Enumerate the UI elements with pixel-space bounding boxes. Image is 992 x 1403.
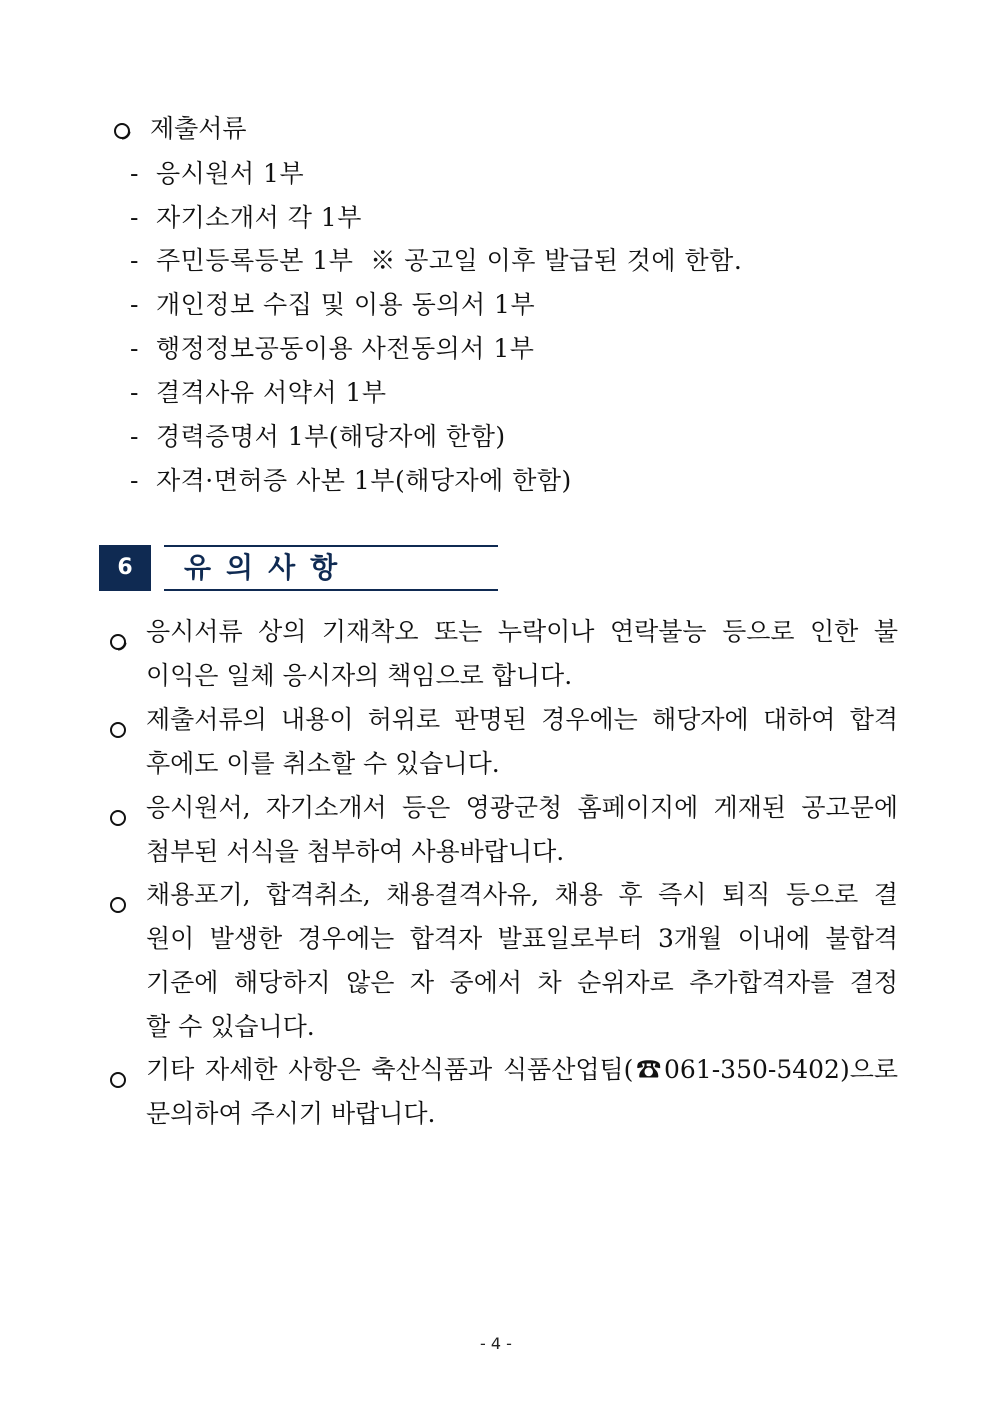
- submission-item: - 자기소개서 각 1부: [130, 203, 362, 232]
- submission-item: - 자격·면허증 사본 1부(해당자에 한함): [130, 466, 572, 495]
- hollow-circle-bullet-icon: [108, 798, 128, 842]
- submission-item: - 결격사유 서약서 1부: [130, 378, 387, 407]
- shadow-circle-bullet-icon: [108, 622, 128, 666]
- shadow-circle-bullet-icon: [112, 112, 130, 146]
- section-header: [164, 545, 498, 591]
- hollow-circle-bullet-icon: [108, 1060, 128, 1104]
- submission-item: - 응시원서 1부: [130, 159, 305, 188]
- note-item: 채용포기, 합격취소, 채용결격사유, 채용 후 즉시 퇴직 등으로 결 원이 발생한 경우에는 합격자 발표일로부터 3개월 이내에 불합격 기준에 해당하지 않은 자 중에서 차 순위자로 추가합격자를 결정 할 수 있습니다.: [108, 873, 898, 1049]
- note-item: 응시서류 상의 기재착오 또는 누락이나 연락불능 등으로 인한 불 이익은 일체 응시자의 책임으로 합니다.: [108, 610, 898, 698]
- note-item: 응시원서, 자기소개서 등은 영광군청 홈페이지에 게재된 공고문에 첨부된 서식을 첨부하여 사용바랍니다.: [108, 786, 898, 874]
- submission-item: - 개인정보 수집 및 이용 동의서 1부: [130, 290, 536, 319]
- section-number-badge: 6: [99, 545, 151, 591]
- note-item: 기타 자세한 사항은 축산식품과 식품산업팀(☎061-350-5402)으로 문의하여 주시기 바랍니다.: [108, 1048, 898, 1136]
- submission-heading: [112, 112, 247, 146]
- section-title: 유의사항: [184, 551, 353, 584]
- submission-item: - 주민등록등본 1부 ※ 공고일 이후 발급된 것에 한함.: [130, 246, 743, 275]
- submission-item: - 행정정보공동이용 사전동의서 1부: [130, 334, 535, 363]
- hollow-circle-bullet-icon: [108, 710, 128, 754]
- submission-title: 제출서류: [149, 114, 247, 143]
- submission-item: - 경력증명서 1부(해당자에 한함): [130, 422, 506, 451]
- page-number: - 4 -: [480, 1334, 512, 1353]
- note-item: 제출서류의 내용이 허위로 판명된 경우에는 해당자에 대하여 합격 후에도 이를 취소할 수 있습니다.: [108, 698, 898, 786]
- hollow-circle-bullet-icon: [108, 885, 128, 929]
